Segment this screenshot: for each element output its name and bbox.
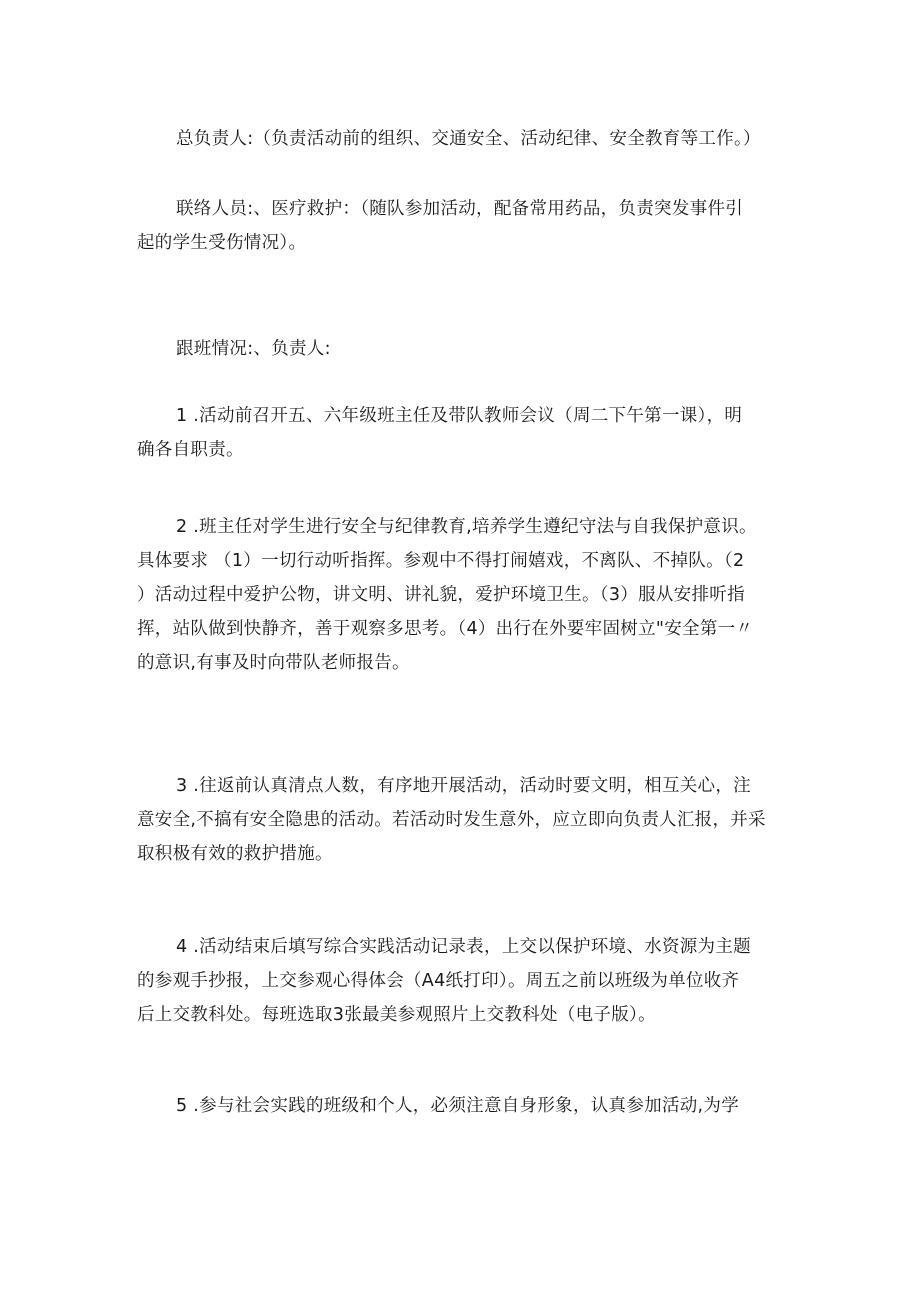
text-line: 的意识,有事及时向带队老师报告。 <box>137 653 410 673</box>
paragraph-liaison-medical <box>137 192 787 260</box>
text-line: 后上交教科处。每班选取3张最美参观照片上交教科处（电子版）。 <box>137 1005 656 1025</box>
text-line: 具体要求 （1）一切行动听指挥。参观中不得打闹嬉戏，不离队、不掉队。（2 <box>137 551 745 571</box>
text-line: 确各自职责。 <box>137 440 244 460</box>
text-line: 总负责人:（负责活动前的组织、交通安全、活动纪律、安全教育等工作。） <box>176 129 761 149</box>
text-line: 起的学生受伤情况）。 <box>137 233 307 253</box>
text-line: 跟班情况:、负责人: <box>176 339 331 359</box>
text-line: 1 .活动前召开五、六年级班主任及带队教师会议（周二下午第一课），明 <box>176 406 743 426</box>
text-line: 5 .参与社会实践的班级和个人，必须注意自身形象，认真参加活动,为学 <box>176 1096 740 1116</box>
text-line: 联络人员:、医疗救护：（随队参加活动，配备常用药品，负责突发事件引 <box>176 199 744 219</box>
text-line: 的参观手抄报，上交参观心得体会（A4纸打印）。周五之前以班级为单位收齐 <box>137 971 740 991</box>
paragraph-item-2 <box>137 510 787 680</box>
paragraph-item-4 <box>137 930 787 1032</box>
text-line: 意安全,不搞有安全隐患的活动。若活动时发生意外，应立即向负责人汇报，并采 <box>137 810 766 830</box>
text-line: 取积极有效的救护措施。 <box>137 844 333 864</box>
paragraph-chief-in-charge <box>137 122 787 156</box>
text-line: ）活动过程中爱护公物，讲文明、讲礼貌，爱护环境卫生。（3）服从安排听指 <box>137 585 745 605</box>
text-line: 挥，站队做到快静齐，善于观察多思考。（4）出行在外要牢固树立"安全第一〃 <box>137 619 754 639</box>
text-line: 4 .活动结束后填写综合实践活动记录表，上交以保护环境、水资源为主题 <box>176 937 751 957</box>
paragraph-class-following <box>137 332 787 366</box>
text-line: 2 .班主任对学生进行安全与纪律教育,培养学生遵纪守法与自我保护意识。 <box>176 517 757 537</box>
paragraph-item-1 <box>137 399 787 467</box>
text-line: 3 .往返前认真清点人数，有序地开展活动，活动时要文明，相互关心，注 <box>176 776 751 796</box>
paragraph-item-5 <box>137 1089 787 1123</box>
paragraph-item-3 <box>137 769 787 871</box>
